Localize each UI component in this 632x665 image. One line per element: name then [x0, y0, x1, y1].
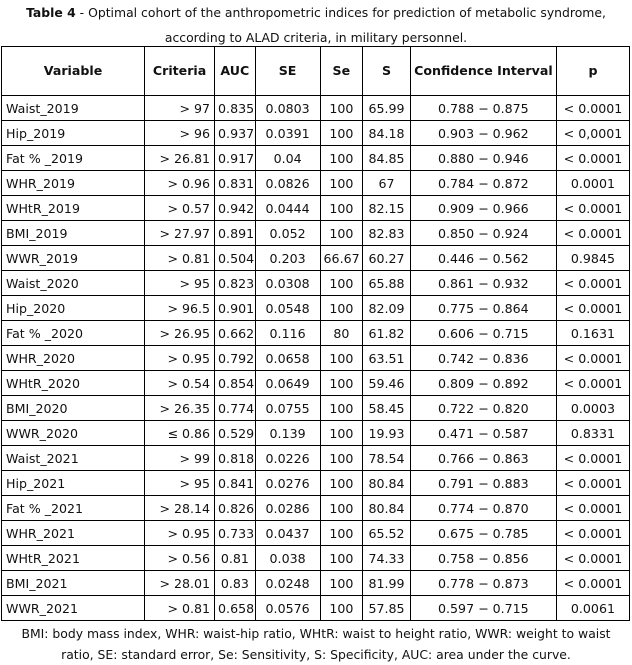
cell-confidence-interval: 0.861 − 0.932 — [410, 271, 556, 296]
cell-auc: 0.835 — [215, 96, 256, 121]
cell-se: 0.052 — [255, 221, 320, 246]
cell-specificity: 80.84 — [363, 496, 411, 521]
cell-se: 0.0248 — [255, 571, 320, 596]
cell-confidence-interval: 0.909 − 0.966 — [410, 196, 556, 221]
cell-auc: 0.504 — [215, 246, 256, 271]
cell-criteria: > 95 — [145, 271, 215, 296]
header-row — [2, 47, 630, 96]
table-row — [2, 221, 630, 246]
cell-variable: Hip_2019 — [2, 121, 145, 146]
cell-auc: 0.891 — [215, 221, 256, 246]
column-header-se: SE — [255, 47, 320, 96]
column-header-confidence-interval: Confidence Interval — [410, 47, 556, 96]
cell-confidence-interval: 0.758 − 0.856 — [410, 546, 556, 571]
cell-se: 0.0576 — [255, 596, 320, 621]
cell-p-value: 0.9845 — [556, 246, 629, 271]
cell-confidence-interval: 0.775 − 0.864 — [410, 296, 556, 321]
cell-se: 0.0755 — [255, 396, 320, 421]
cell-confidence-interval: 0.778 − 0.873 — [410, 571, 556, 596]
cell-variable: WHtR_2021 — [2, 546, 145, 571]
cell-criteria: > 0.95 — [145, 521, 215, 546]
cell-confidence-interval: 0.850 − 0.924 — [410, 221, 556, 246]
cell-variable: Fat % _2019 — [2, 146, 145, 171]
cell-se: 0.203 — [255, 246, 320, 271]
table-row — [2, 346, 630, 371]
cell-p-value: < 0.0001 — [556, 271, 629, 296]
table-row — [2, 321, 630, 346]
table-row — [2, 496, 630, 521]
cell-criteria: > 97 — [145, 96, 215, 121]
cell-se: 0.0226 — [255, 446, 320, 471]
table-row — [2, 371, 630, 396]
cell-sensitivity: 100 — [320, 171, 363, 196]
table-row — [2, 146, 630, 171]
cell-specificity: 82.15 — [363, 196, 411, 221]
cell-variable: WHtR_2019 — [2, 196, 145, 221]
cell-confidence-interval: 0.722 − 0.820 — [410, 396, 556, 421]
cell-specificity: 61.82 — [363, 321, 411, 346]
table-row — [2, 521, 630, 546]
cell-variable: WHtR_2020 — [2, 371, 145, 396]
cell-p-value: < 0.0001 — [556, 446, 629, 471]
cell-auc: 0.942 — [215, 196, 256, 221]
table-row — [2, 271, 630, 296]
cell-p-value: 0.0061 — [556, 596, 629, 621]
cell-variable: Fat % _2020 — [2, 321, 145, 346]
cell-specificity: 82.83 — [363, 221, 411, 246]
cell-variable: BMI_2021 — [2, 571, 145, 596]
cell-criteria: > 99 — [145, 446, 215, 471]
cell-se: 0.0803 — [255, 96, 320, 121]
cell-p-value: < 0.0001 — [556, 571, 629, 596]
cell-p-value: < 0.0001 — [556, 371, 629, 396]
cell-specificity: 84.18 — [363, 121, 411, 146]
cell-p-value: 0.8331 — [556, 421, 629, 446]
cell-specificity: 63.51 — [363, 346, 411, 371]
table-row — [2, 96, 630, 121]
cell-specificity: 74.33 — [363, 546, 411, 571]
cell-sensitivity: 100 — [320, 421, 363, 446]
column-header-p-value: p — [556, 47, 629, 96]
cell-criteria: > 26.95 — [145, 321, 215, 346]
cell-sensitivity: 100 — [320, 546, 363, 571]
cell-variable: BMI_2020 — [2, 396, 145, 421]
table-row — [2, 596, 630, 621]
cell-se: 0.04 — [255, 146, 320, 171]
cell-se: 0.038 — [255, 546, 320, 571]
cell-sensitivity: 100 — [320, 121, 363, 146]
column-header-sensitivity: Se — [320, 47, 363, 96]
table-row — [2, 171, 630, 196]
cell-se: 0.116 — [255, 321, 320, 346]
cell-p-value: 0.0001 — [556, 171, 629, 196]
cell-criteria: > 0.95 — [145, 346, 215, 371]
cell-auc: 0.937 — [215, 121, 256, 146]
cell-specificity: 65.52 — [363, 521, 411, 546]
cell-p-value: < 0.0001 — [556, 96, 629, 121]
cell-confidence-interval: 0.597 − 0.715 — [410, 596, 556, 621]
cell-specificity: 78.54 — [363, 446, 411, 471]
table-footnote: BMI: body mass index, WHR: waist-hip ratio, WHtR: waist to height ratio, WWR: weight to waist ratio, SE: standard error, Se: Sensitivity, S: Specificity, AUC: area under the curve. — [21, 626, 611, 662]
cell-auc: 0.901 — [215, 296, 256, 321]
cell-specificity: 59.46 — [363, 371, 411, 396]
cell-sensitivity: 66.67 — [320, 246, 363, 271]
cell-criteria: > 26.81 — [145, 146, 215, 171]
cell-confidence-interval: 0.903 − 0.962 — [410, 121, 556, 146]
cell-p-value: < 0.0001 — [556, 221, 629, 246]
cell-sensitivity: 100 — [320, 571, 363, 596]
data-table — [1, 46, 630, 621]
column-header-variable: Variable — [2, 47, 145, 96]
cell-variable: Hip_2020 — [2, 296, 145, 321]
cell-variable: WWR_2020 — [2, 421, 145, 446]
cell-criteria: > 0.81 — [145, 596, 215, 621]
cell-sensitivity: 100 — [320, 396, 363, 421]
cell-variable: BMI_2019 — [2, 221, 145, 246]
cell-se: 0.0658 — [255, 346, 320, 371]
cell-confidence-interval: 0.471 − 0.587 — [410, 421, 556, 446]
cell-confidence-interval: 0.675 − 0.785 — [410, 521, 556, 546]
cell-auc: 0.818 — [215, 446, 256, 471]
cell-auc: 0.831 — [215, 171, 256, 196]
cell-p-value: < 0.0001 — [556, 196, 629, 221]
cell-se: 0.0437 — [255, 521, 320, 546]
cell-sensitivity: 100 — [320, 346, 363, 371]
cell-variable: Waist_2019 — [2, 96, 145, 121]
table-row — [2, 396, 630, 421]
cell-auc: 0.826 — [215, 496, 256, 521]
cell-sensitivity: 100 — [320, 521, 363, 546]
cell-confidence-interval: 0.774 − 0.870 — [410, 496, 556, 521]
cell-se: 0.0391 — [255, 121, 320, 146]
cell-specificity: 82.09 — [363, 296, 411, 321]
column-header-specificity: S — [363, 47, 411, 96]
table-caption-text: - Optimal cohort of the anthropometric indices for prediction of metabolic syndrome, according to ALAD criteria, in military personnel. — [75, 5, 606, 45]
cell-sensitivity: 100 — [320, 271, 363, 296]
cell-se: 0.0276 — [255, 471, 320, 496]
cell-sensitivity: 100 — [320, 96, 363, 121]
cell-specificity: 58.45 — [363, 396, 411, 421]
cell-criteria: > 28.01 — [145, 571, 215, 596]
cell-p-value: < 0.0001 — [556, 546, 629, 571]
cell-sensitivity: 100 — [320, 296, 363, 321]
table-label: Table 4 — [26, 5, 76, 20]
cell-confidence-interval: 0.446 − 0.562 — [410, 246, 556, 271]
cell-confidence-interval: 0.791 − 0.883 — [410, 471, 556, 496]
cell-sensitivity: 100 — [320, 371, 363, 396]
cell-variable: WWR_2019 — [2, 246, 145, 271]
cell-confidence-interval: 0.742 − 0.836 — [410, 346, 556, 371]
table-body — [2, 96, 630, 621]
cell-confidence-interval: 0.788 − 0.875 — [410, 96, 556, 121]
cell-criteria: > 0.56 — [145, 546, 215, 571]
cell-se: 0.0649 — [255, 371, 320, 396]
cell-p-value: < 0.0001 — [556, 346, 629, 371]
cell-auc: 0.733 — [215, 521, 256, 546]
cell-sensitivity: 100 — [320, 471, 363, 496]
cell-auc: 0.81 — [215, 546, 256, 571]
cell-auc: 0.917 — [215, 146, 256, 171]
column-header-criteria: Criteria — [145, 47, 215, 96]
cell-variable: Waist_2020 — [2, 271, 145, 296]
table-row — [2, 471, 630, 496]
cell-criteria: > 0.81 — [145, 246, 215, 271]
cell-variable: WHR_2021 — [2, 521, 145, 546]
cell-specificity: 65.99 — [363, 96, 411, 121]
cell-sensitivity: 100 — [320, 596, 363, 621]
cell-confidence-interval: 0.766 − 0.863 — [410, 446, 556, 471]
table-row — [2, 121, 630, 146]
cell-p-value: < 0.0001 — [556, 296, 629, 321]
cell-auc: 0.83 — [215, 571, 256, 596]
cell-criteria: > 96 — [145, 121, 215, 146]
cell-sensitivity: 100 — [320, 496, 363, 521]
cell-confidence-interval: 0.880 − 0.946 — [410, 146, 556, 171]
cell-auc: 0.658 — [215, 596, 256, 621]
cell-p-value: 0.0003 — [556, 396, 629, 421]
cell-auc: 0.529 — [215, 421, 256, 446]
cell-criteria: > 28.14 — [145, 496, 215, 521]
cell-specificity: 80.84 — [363, 471, 411, 496]
cell-specificity: 67 — [363, 171, 411, 196]
cell-criteria: > 96.5 — [145, 296, 215, 321]
table-row — [2, 296, 630, 321]
table-row — [2, 546, 630, 571]
table-row — [2, 446, 630, 471]
cell-criteria: > 0.54 — [145, 371, 215, 396]
cell-specificity: 81.99 — [363, 571, 411, 596]
cell-specificity: 19.93 — [363, 421, 411, 446]
cell-auc: 0.854 — [215, 371, 256, 396]
cell-p-value: < 0.0001 — [556, 496, 629, 521]
cell-p-value: < 0.0001 — [556, 471, 629, 496]
cell-p-value: < 0,0001 — [556, 121, 629, 146]
cell-criteria: > 27.97 — [145, 221, 215, 246]
cell-specificity: 60.27 — [363, 246, 411, 271]
cell-auc: 0.841 — [215, 471, 256, 496]
cell-criteria: > 95 — [145, 471, 215, 496]
cell-se: 0.139 — [255, 421, 320, 446]
table-row — [2, 246, 630, 271]
cell-se: 0.0444 — [255, 196, 320, 221]
cell-variable: Hip_2021 — [2, 471, 145, 496]
cell-variable: WWR_2021 — [2, 596, 145, 621]
cell-p-value: < 0.0001 — [556, 146, 629, 171]
cell-variable: WHR_2019 — [2, 171, 145, 196]
cell-auc: 0.792 — [215, 346, 256, 371]
table-row — [2, 196, 630, 221]
cell-criteria: > 0.96 — [145, 171, 215, 196]
cell-specificity: 57.85 — [363, 596, 411, 621]
cell-specificity: 65.88 — [363, 271, 411, 296]
cell-auc: 0.774 — [215, 396, 256, 421]
cell-p-value: 0.1631 — [556, 321, 629, 346]
cell-variable: Fat % _2021 — [2, 496, 145, 521]
cell-sensitivity: 100 — [320, 196, 363, 221]
cell-criteria: > 26.35 — [145, 396, 215, 421]
cell-criteria: > 0.57 — [145, 196, 215, 221]
cell-variable: WHR_2020 — [2, 346, 145, 371]
cell-criteria: ≤ 0.86 — [145, 421, 215, 446]
cell-sensitivity: 100 — [320, 221, 363, 246]
cell-confidence-interval: 0.809 − 0.892 — [410, 371, 556, 396]
cell-auc: 0.662 — [215, 321, 256, 346]
cell-se: 0.0308 — [255, 271, 320, 296]
cell-se: 0.0286 — [255, 496, 320, 521]
cell-confidence-interval: 0.606 − 0.715 — [410, 321, 556, 346]
cell-sensitivity: 100 — [320, 446, 363, 471]
cell-specificity: 84.85 — [363, 146, 411, 171]
cell-p-value: < 0.0001 — [556, 521, 629, 546]
column-header-auc: AUC — [215, 47, 256, 96]
cell-se: 0.0548 — [255, 296, 320, 321]
table-caption — [0, 0, 632, 46]
table-row — [2, 571, 630, 596]
cell-auc: 0.823 — [215, 271, 256, 296]
cell-se: 0.0826 — [255, 171, 320, 196]
cell-variable: Waist_2021 — [2, 446, 145, 471]
cell-sensitivity: 100 — [320, 146, 363, 171]
cell-confidence-interval: 0.784 − 0.872 — [410, 171, 556, 196]
cell-sensitivity: 80 — [320, 321, 363, 346]
table-row — [2, 421, 630, 446]
